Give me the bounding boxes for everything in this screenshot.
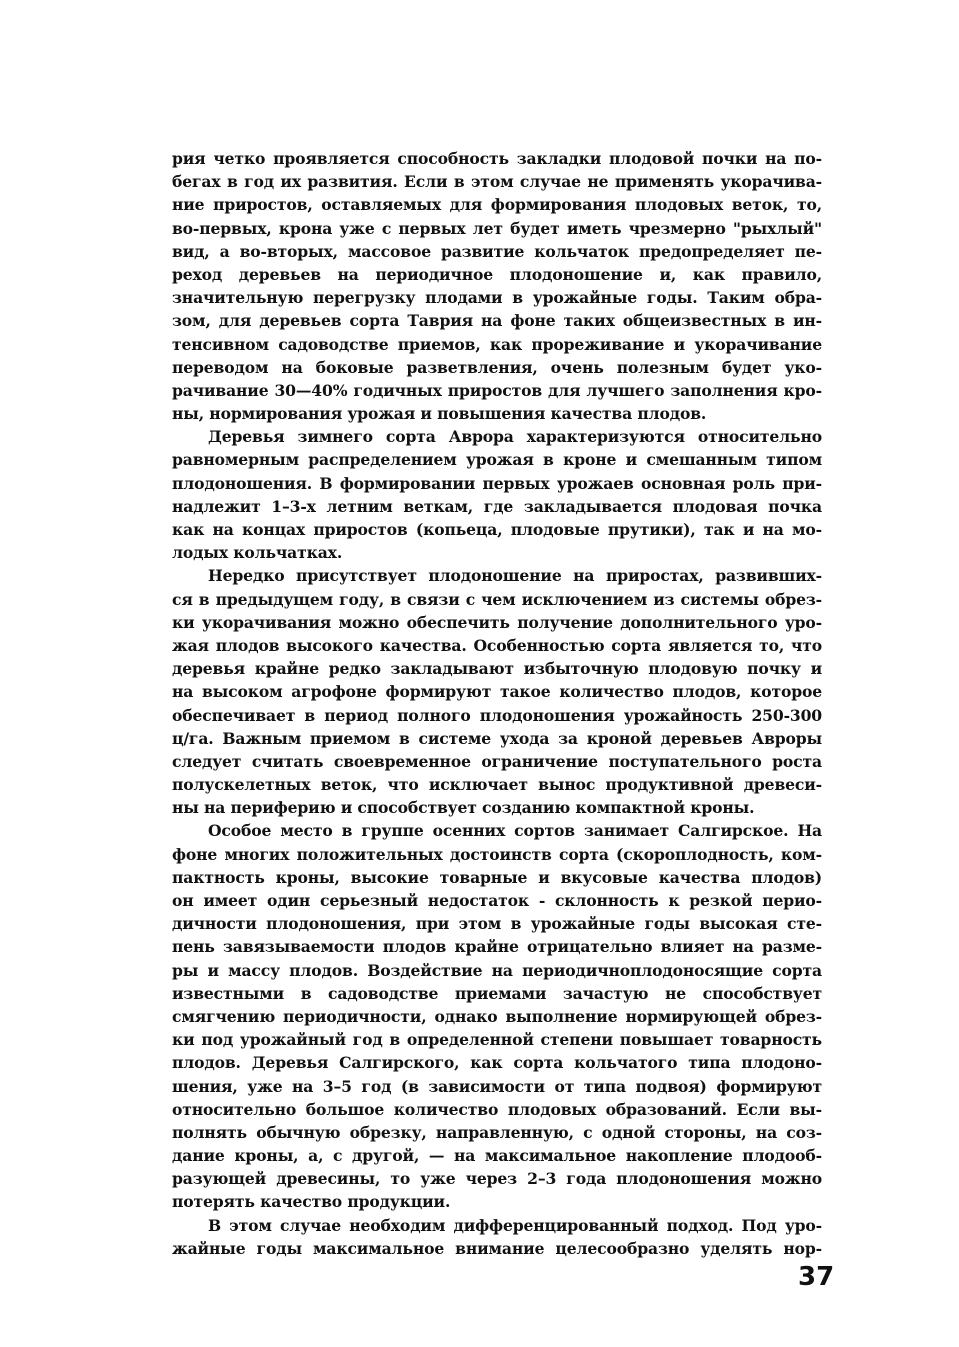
- text-line: относительно большое количество плодовых образований. Если вы-: [172, 1099, 822, 1119]
- text-line: рачивание 30—40% годичных приростов для лучшего заполнения кро-: [172, 380, 822, 400]
- text-line: равномерным распределением урожая в кроне и смешанным типом: [172, 450, 822, 470]
- body-text: [172, 147, 822, 1260]
- text-line: потерять качество продукции.: [172, 1192, 451, 1212]
- text-line: во-первых, крона уже с первых лет будет иметь чрезмерно "рыхлый": [172, 218, 822, 238]
- text-line: переводом на боковые разветвления, очень полезным будет уко-: [172, 357, 822, 377]
- text-line: ки укорачивания можно обеспечить получение дополнительного уро-: [172, 612, 822, 632]
- text-line: бегах в год их развития. Если в этом случае не применять укорачива-: [172, 172, 822, 192]
- text-line: ние приростов, оставляемых для формирования плодовых веток, то,: [172, 195, 822, 215]
- text-line: значительную перегрузку плодами в урожайные годы. Таким обра-: [172, 288, 822, 308]
- text-line: рия четко проявляется способность закладки плодовой почки на по-: [172, 149, 822, 168]
- text-line: ны, нормирования урожая и повышения качества плодов.: [172, 404, 707, 424]
- text-line: известными в садоводстве приемами зачастую не способствует: [172, 983, 822, 1003]
- text-line: зом, для деревьев сорта Таврия на фоне таких общеизвестных в ин-: [172, 311, 822, 331]
- text-line: на высоком агрофоне формируют такое количество плодов, которое: [172, 682, 822, 702]
- text-line: реход деревьев на периодичное плодоношение и, как правило,: [172, 264, 822, 284]
- text-line: следует считать своевременное ограничение поступательного роста: [172, 751, 822, 771]
- text-line: плодов. Деревья Салгирского, как сорта кольчатого типа плодоно-: [172, 1053, 822, 1073]
- page-number: 37: [798, 1262, 835, 1292]
- text-line: дичности плодоношения, при этом в урожайные годы высокая сте-: [172, 914, 822, 934]
- text-line: тенсивном садоводстве приемов, как прореживание и укорачивание: [172, 334, 822, 354]
- text-line: жайные годы максимальное внимание целесообразно уделять нор-: [172, 1238, 822, 1258]
- text-line: шения, уже на 3–5 год (в зависимости от типа подвоя) формируют: [172, 1076, 822, 1096]
- text-line: деревья крайне редко закладывают избыточную плодовую почку и: [172, 659, 822, 679]
- text-line: пактность кроны, высокие товарные и вкусовые качества плодов): [172, 867, 822, 887]
- text-line: ки под урожайный год в определенной степени повышает товарность: [172, 1030, 822, 1050]
- text-line: лодых кольчатках.: [172, 543, 343, 563]
- text-line: фоне многих положительных достоинств сорта (скороплодность, ком-: [172, 844, 822, 864]
- text-line: полускелетных веток, что исключает вынос продуктивной древеси-: [172, 775, 822, 795]
- text-line: вид, а во-вторых, массовое развитие кольчаток предопределяет пе-: [172, 241, 822, 261]
- text-line: Нередко присутствует плодоношение на приростах, развивших-: [208, 566, 822, 586]
- text-line: Деревья зимнего сорта Аврора характеризуются относительно: [208, 427, 822, 447]
- text-line: он имеет один серьезный недостаток - склонность к резкой перио-: [172, 891, 822, 910]
- text-line: как на концах приростов (копьеца, плодовые прутики), так и на мо-: [172, 520, 822, 539]
- text-line: жая плодов высокого качества. Особенностью сорта является то, что: [172, 635, 822, 655]
- text-line: надлежит 1–3-х летним веткам, где закладывается плодовая почка: [172, 496, 822, 516]
- text-line: полнять обычную обрезку, направленную, с одной стороны, на соз-: [172, 1122, 822, 1142]
- text-line: Особое место в группе осенних сортов занимает Салгирское. На: [208, 821, 822, 841]
- text-line: плодоношения. В формировании первых урожаев основная роль при-: [172, 473, 822, 493]
- text-line: смягчению периодичности, однако выполнение нормирующей обрез-: [172, 1006, 822, 1026]
- text-line: ры и массу плодов. Воздействие на периодичноплодоносящие сорта: [172, 960, 822, 980]
- text-line: ны на периферию и способствует созданию компактной кроны.: [172, 798, 755, 818]
- text-line: ся в предыдущем году, в связи с чем исключением из системы обрез-: [172, 589, 822, 609]
- text-line: обеспечивает в период полного плодоношения урожайность 250-300: [172, 705, 822, 725]
- text-line: дание кроны, а, с другой, — на максимальное накопление плодооб-: [172, 1146, 822, 1166]
- text-line: В этом случае необходим дифференцированный подход. Под уро-: [208, 1215, 822, 1235]
- text-line: разующей древесины, то уже через 2–3 года плодоношения можно: [172, 1169, 822, 1189]
- text-line: пень завязываемости плодов крайне отрицательно влияет на разме-: [172, 937, 822, 957]
- text-line: ц/га. Важным приемом в системе ухода за кроной деревьев Авроры: [172, 728, 822, 748]
